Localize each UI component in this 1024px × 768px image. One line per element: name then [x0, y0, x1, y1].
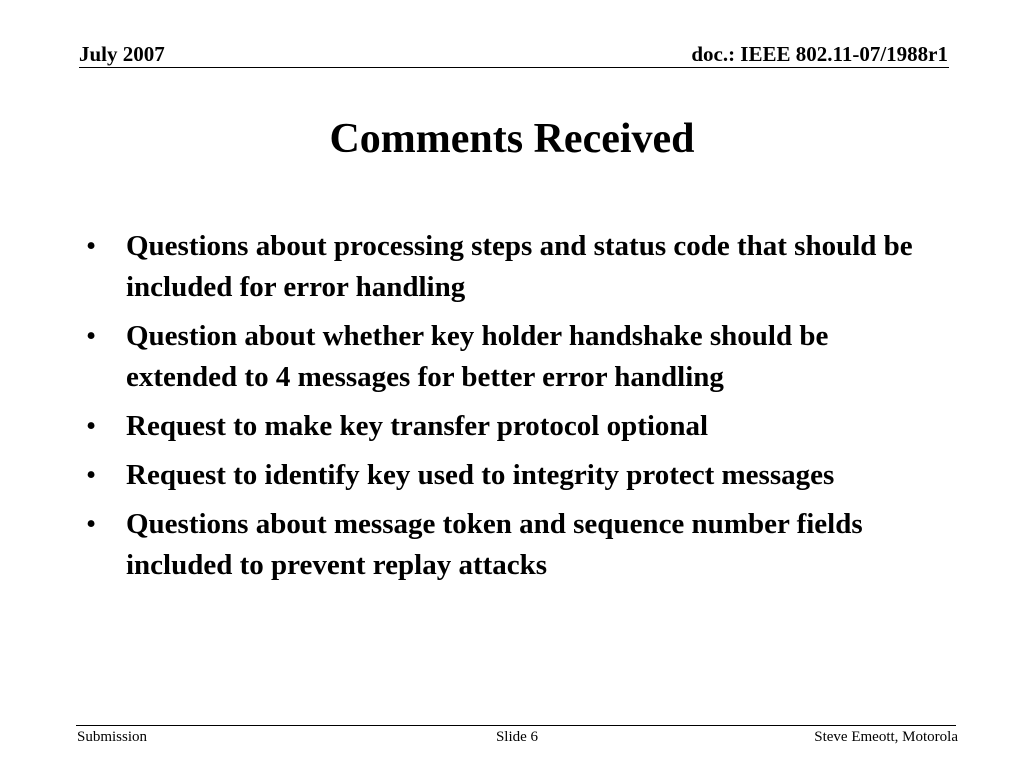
bullet-text: Request to make key transfer protocol optional: [126, 410, 709, 442]
bullet-text: Question about whether key holder handshake should be extended to 4 messages for better error handling: [126, 320, 829, 393]
footer-author: Steve Emeott, Motorola: [814, 729, 958, 745]
bullet-item: [0, 226, 1024, 308]
bullet-item: [0, 504, 1024, 586]
footer-divider: [76, 725, 956, 726]
header-date: July 2007: [79, 42, 165, 66]
bullet-icon: •: [86, 320, 97, 352]
bullet-item: [0, 316, 1024, 398]
footer-submission: Submission: [77, 729, 148, 745]
bullet-icon: •: [86, 410, 97, 442]
bullet-text: Questions about message token and sequence number fields included to prevent replay attacks: [126, 508, 863, 581]
bullet-text: Questions about processing steps and status code that should be included for error handling: [126, 230, 913, 303]
header-doc-id: doc.: IEEE 802.11-07/1988r1: [691, 42, 948, 66]
slide-title: Comments Received: [329, 116, 695, 162]
bullet-icon: •: [86, 459, 97, 491]
bullet-item: [0, 406, 1024, 447]
bullet-icon: •: [86, 230, 97, 262]
bullet-list: [0, 226, 1024, 594]
header-divider: [79, 67, 949, 68]
bullet-icon: •: [86, 508, 97, 540]
bullet-text: Request to identify key used to integrity protect messages: [126, 459, 835, 491]
footer-slide-number: Slide 6: [495, 729, 539, 745]
bullet-item: [0, 455, 1024, 496]
